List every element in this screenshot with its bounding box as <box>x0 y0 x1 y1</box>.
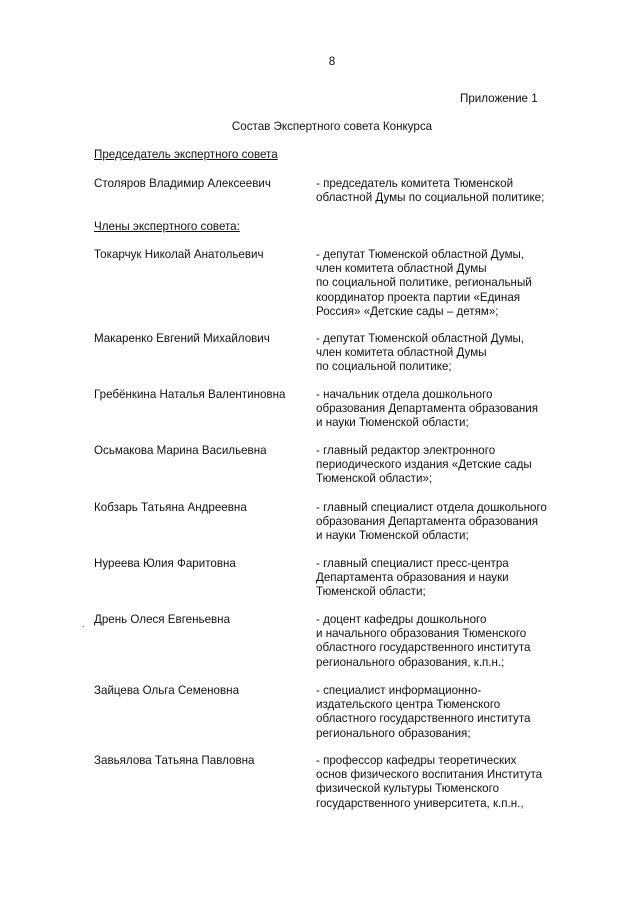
member-desc-line: Россия» «Детские сады – детям»; <box>316 304 499 318</box>
chair-name: Столяров Владимир Алексеевич <box>94 177 271 190</box>
member-desc-line: - доцент кафедры дошкольного <box>316 613 487 626</box>
member-description <box>316 248 561 319</box>
member-desc-line: Тюменской области»; <box>316 472 433 486</box>
member-desc-line: областного государственного института <box>316 712 531 726</box>
member-description <box>316 501 561 544</box>
member-desc-line: регионального образования; <box>316 726 471 740</box>
member-name: Зайцева Ольга Семеновна <box>94 684 240 697</box>
member-description <box>316 684 561 741</box>
member-description <box>316 613 561 670</box>
member-desc-line: государственного университета, к.п.н., <box>316 796 524 810</box>
member-desc-line: - главный редактор электронного <box>316 444 496 457</box>
member-desc-line: образования Департамента образования <box>316 515 538 529</box>
member-description <box>316 557 561 600</box>
member-desc-line: регионального образования, к.п.н.; <box>316 655 505 669</box>
member-desc-line: по социальной политике, региональный <box>316 276 532 290</box>
chair-heading: Председатель экспертного совета <box>94 148 278 161</box>
member-desc-line: и начального образования Тюменского <box>316 627 527 641</box>
chair-desc-line: областной Думы по социальной политике; <box>316 191 545 205</box>
member-desc-line: - депутат Тюменской областной Думы, <box>316 248 525 261</box>
member-desc-line: основ физического воспитания Института <box>316 768 543 782</box>
member-desc-line: Тюменской области; <box>316 585 426 599</box>
member-desc-line: физической культуры Тюменского <box>316 782 500 796</box>
member-desc-line: по социальной политике; <box>316 360 452 374</box>
appendix-label: Приложение 1 <box>460 92 538 105</box>
page-number: 8 <box>328 55 336 68</box>
member-desc-line: периодического издания «Детские сады <box>316 458 532 472</box>
member-desc-line: координатор проекта партии «Единая <box>316 290 521 304</box>
member-desc-line: - депутат Тюменской областной Думы, <box>316 332 525 345</box>
member-desc-line: - профессор кафедры теоретических <box>316 754 517 767</box>
member-desc-line: - главный специалист отдела дошкольного <box>316 501 547 514</box>
member-name: Нуреева Юлия Фаритовна <box>94 557 236 570</box>
member-desc-line: член комитета областной Думы <box>316 262 487 276</box>
chair-description <box>316 177 561 205</box>
member-desc-line: - специалист информационно- <box>316 684 482 697</box>
member-name: Осьмакова Марина Васильевна <box>94 444 267 457</box>
members-heading: Члены экспертного совета: <box>94 220 240 233</box>
member-description <box>316 332 561 375</box>
chair-desc-line: - председатель комитета Тюменской <box>316 177 514 190</box>
member-desc-line: - начальник отдела дошкольного <box>316 388 493 401</box>
member-desc-line: Департамента образования и науки <box>316 571 509 585</box>
margin-mark: . <box>82 619 85 629</box>
member-desc-line: - главный специалист пресс-центра <box>316 557 509 570</box>
member-desc-line: областного государственного института <box>316 641 531 655</box>
member-desc-line: и науки Тюменской области; <box>316 416 469 430</box>
member-name: Токарчук Николай Анатольевич <box>94 248 264 261</box>
member-name: Завьялова Татьяна Павловна <box>94 754 255 767</box>
member-description <box>316 388 561 431</box>
member-desc-line: издательского центра Тюменского <box>316 698 501 712</box>
member-desc-line: и науки Тюменской области; <box>316 529 469 543</box>
member-description <box>316 754 561 811</box>
member-name: Гребёнкина Наталья Валентиновна <box>94 388 286 401</box>
member-name: Дрень Олеся Евгеньевна <box>94 613 231 626</box>
member-name: Кобзарь Татьяна Андреевна <box>94 501 247 514</box>
document-title: Состав Экспертного совета Конкурса <box>231 120 433 133</box>
member-description <box>316 444 561 487</box>
member-desc-line: член комитета областной Думы <box>316 346 487 360</box>
member-name: Макаренко Евгений Михайлович <box>94 332 270 345</box>
member-desc-line: образования Департамента образования <box>316 402 538 416</box>
